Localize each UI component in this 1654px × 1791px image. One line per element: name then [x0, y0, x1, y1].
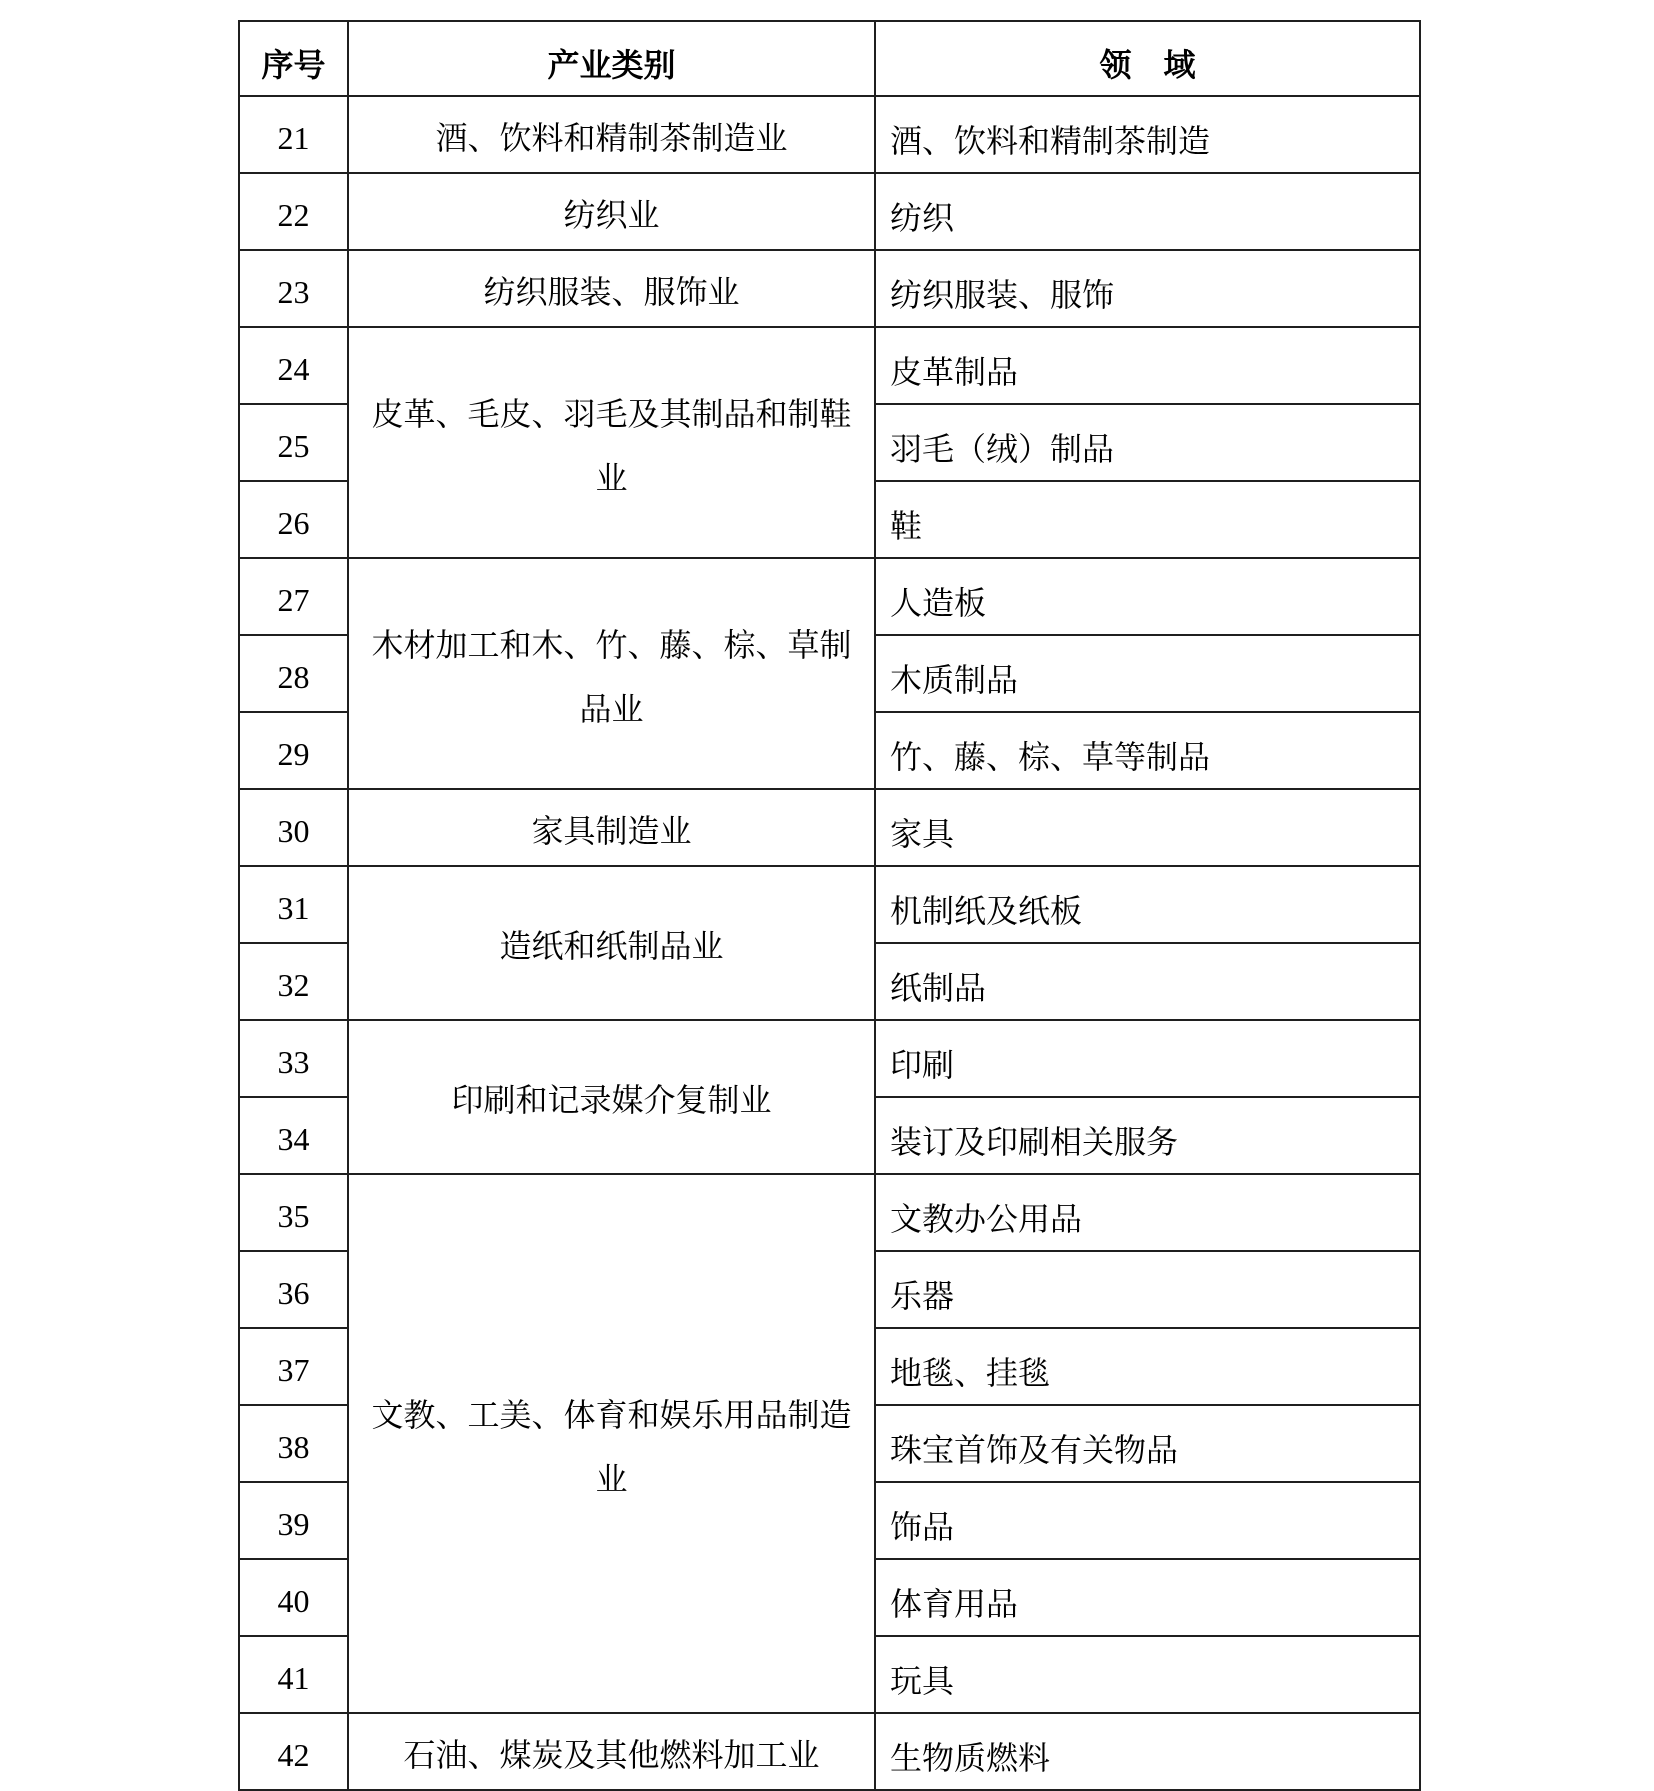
field-cell: 皮革制品 [875, 327, 1420, 404]
field-cell: 地毯、挂毯 [875, 1328, 1420, 1405]
field-cell: 生物质燃料 [875, 1713, 1420, 1790]
category-cell: 文教、工美、体育和娱乐用品制造业 [348, 1174, 875, 1713]
field-cell: 人造板 [875, 558, 1420, 635]
field-cell: 鞋 [875, 481, 1420, 558]
row-number-cell: 30 [239, 789, 348, 866]
row-number-cell: 26 [239, 481, 348, 558]
category-cell: 纺织业 [348, 173, 875, 250]
field-cell: 羽毛（绒）制品 [875, 404, 1420, 481]
field-cell: 印刷 [875, 1020, 1420, 1097]
row-number-cell: 32 [239, 943, 348, 1020]
table-row [239, 173, 1420, 250]
table-row [239, 558, 1420, 635]
field-cell: 装订及印刷相关服务 [875, 1097, 1420, 1174]
row-number-cell: 24 [239, 327, 348, 404]
category-cell: 木材加工和木、竹、藤、棕、草制品业 [348, 558, 875, 789]
row-number-cell: 41 [239, 1636, 348, 1713]
field-cell: 机制纸及纸板 [875, 866, 1420, 943]
row-number-cell: 21 [239, 96, 348, 173]
row-number-cell: 23 [239, 250, 348, 327]
table-row [239, 866, 1420, 943]
category-cell: 印刷和记录媒介复制业 [348, 1020, 875, 1174]
field-cell: 体育用品 [875, 1559, 1420, 1636]
field-cell: 文教办公用品 [875, 1174, 1420, 1251]
header-no: 序号 [239, 21, 348, 96]
row-number-cell: 36 [239, 1251, 348, 1328]
field-cell: 竹、藤、棕、草等制品 [875, 712, 1420, 789]
row-number-cell: 31 [239, 866, 348, 943]
table-row [239, 96, 1420, 173]
table-row [239, 1020, 1420, 1097]
field-cell: 乐器 [875, 1251, 1420, 1328]
field-cell: 家具 [875, 789, 1420, 866]
row-number-cell: 34 [239, 1097, 348, 1174]
row-number-cell: 42 [239, 1713, 348, 1790]
field-cell: 纸制品 [875, 943, 1420, 1020]
row-number-cell: 33 [239, 1020, 348, 1097]
category-cell: 石油、煤炭及其他燃料加工业 [348, 1713, 875, 1790]
row-number-cell: 40 [239, 1559, 348, 1636]
table-row [239, 250, 1420, 327]
header-row [239, 21, 1420, 96]
field-cell: 酒、饮料和精制茶制造 [875, 96, 1420, 173]
field-cell: 珠宝首饰及有关物品 [875, 1405, 1420, 1482]
industry-table [238, 20, 1421, 1791]
row-number-cell: 39 [239, 1482, 348, 1559]
table-row [239, 1713, 1420, 1790]
table-row [239, 1174, 1420, 1251]
row-number-cell: 27 [239, 558, 348, 635]
row-number-cell: 25 [239, 404, 348, 481]
field-cell: 玩具 [875, 1636, 1420, 1713]
field-cell: 饰品 [875, 1482, 1420, 1559]
category-cell: 酒、饮料和精制茶制造业 [348, 96, 875, 173]
field-cell: 纺织服装、服饰 [875, 250, 1420, 327]
row-number-cell: 38 [239, 1405, 348, 1482]
row-number-cell: 37 [239, 1328, 348, 1405]
field-cell: 纺织 [875, 173, 1420, 250]
row-number-cell: 22 [239, 173, 348, 250]
category-cell: 皮革、毛皮、羽毛及其制品和制鞋业 [348, 327, 875, 558]
row-number-cell: 29 [239, 712, 348, 789]
table-row [239, 789, 1420, 866]
category-cell: 纺织服装、服饰业 [348, 250, 875, 327]
header-field: 领 域 [875, 21, 1420, 96]
row-number-cell: 28 [239, 635, 348, 712]
category-cell: 家具制造业 [348, 789, 875, 866]
table-row [239, 327, 1420, 404]
header-category: 产业类别 [348, 21, 875, 96]
table-body [239, 96, 1420, 1790]
table-header [239, 21, 1420, 96]
row-number-cell: 35 [239, 1174, 348, 1251]
category-cell: 造纸和纸制品业 [348, 866, 875, 1020]
field-cell: 木质制品 [875, 635, 1420, 712]
